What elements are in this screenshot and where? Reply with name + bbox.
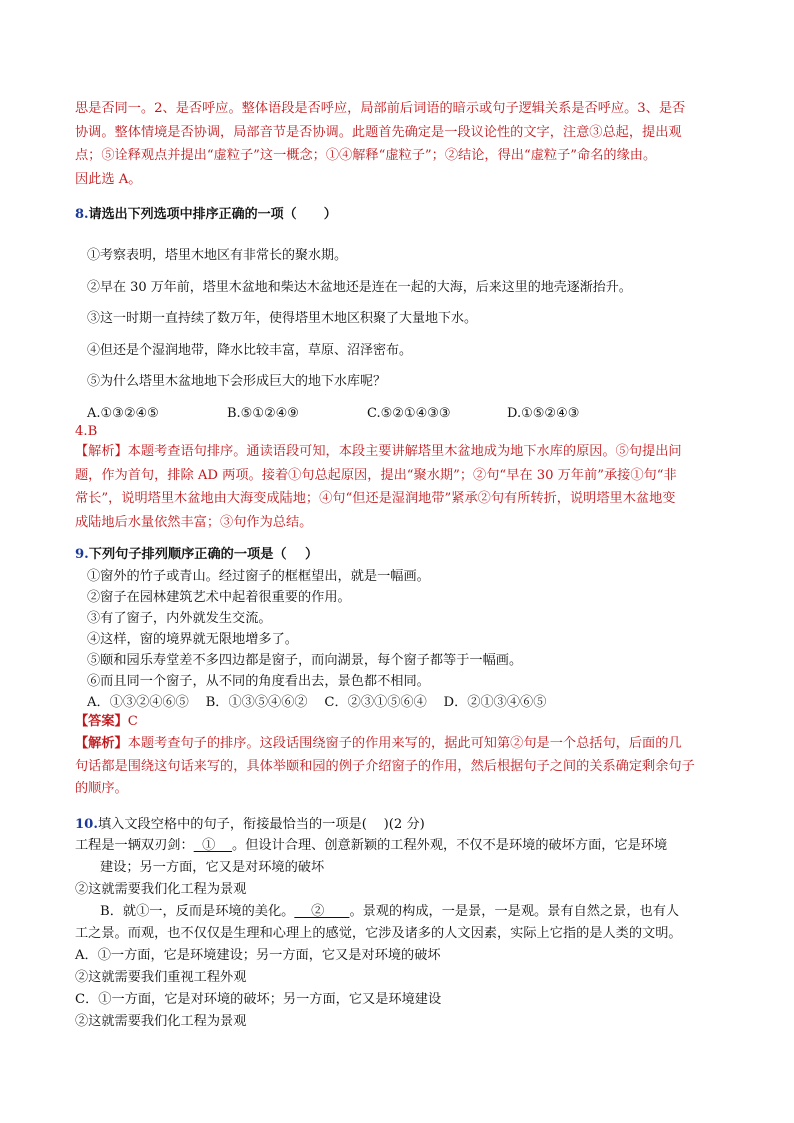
option-b: B.⑤①②④⑨ — [227, 405, 299, 421]
question-9-options: A．①③②④⑥⑤ B．①③⑤④⑥② C．②③①⑤⑥④ D．②①③④⑥⑤ — [87, 695, 547, 710]
answer-label: 【答案】 — [75, 714, 128, 729]
question-9-number: 9. — [75, 547, 89, 562]
question-8-analysis-line: 常长”，说明塔里木盆地由大海变成陆地；④句“但还是湿润地带”紧承②句有所转折，说明塔里木盆地变 — [75, 491, 676, 506]
option-d: D.①⑤②④③ — [507, 405, 580, 421]
question-10-line: ②这就需要我们重视工程外观 — [75, 970, 247, 985]
question-9-analysis-line — [75, 733, 735, 756]
option-a: A.①③②④⑤ — [87, 405, 159, 421]
question-8-answer: 4.B — [75, 424, 98, 439]
passage-text: 。但设计合理、创意新颖的工程外观，不仅不是环境的破坏方面，它是环境 — [232, 838, 668, 853]
question-9-sentence: ⑤颐和园乐寿堂差不多四边都是窗子，而向湖景，每个窗子都等于一幅画。 — [87, 653, 523, 668]
question-9-sentence: ①窗外的竹子或青山。经过窗子的框框望出，就是一幅画。 — [87, 569, 430, 584]
question-8-stem-text: 请选出下列选项中排序正确的一项（ ） — [88, 207, 337, 222]
prev-analysis-line: 思是否同一。2、是否呼应。整体语段是否呼应，局部前后词语的暗示或句子逻辑关系是否呼应。3、是否 — [75, 101, 686, 116]
question-10-line — [75, 901, 735, 923]
answer-value: C — [127, 714, 138, 729]
passage-text: B．就①一，反而是环境的美化。 — [100, 904, 295, 919]
blank-1: ① — [193, 838, 233, 853]
question-10-line — [75, 835, 735, 857]
question-9-sentences — [87, 566, 747, 713]
question-9-sentence: ⑥而且同一个窗子，从不同的角度看出去，景色都不相同。 — [87, 674, 430, 689]
question-8-sentence: ②早在 30 万年前，塔里木盆地和柴达木盆地还是连在一起的大海，后来这里的地壳逐渐抬升。 — [87, 279, 632, 295]
blank-2: ② — [294, 904, 350, 919]
question-9-sentence: ③有了窗子，内外就发生交流。 — [87, 611, 272, 626]
question-8-sentences — [87, 240, 747, 429]
question-9-analysis-line: 的顺序。 — [75, 781, 128, 796]
question-8-sentence: ③这一时期一直持续了数万年，使得塔里木地区积聚了大量地下水。 — [87, 311, 478, 326]
question-9-stem — [75, 545, 735, 566]
question-10-line: 工之景。而观，也不仅仅是生理和心理上的感觉，它涉及诸多的人文因素，实际上它指的是人类的文明。 — [75, 926, 682, 941]
question-8-analysis-line: 成陆地后水量依然丰富；③句作为总结。 — [75, 514, 313, 530]
question-9-answer — [75, 711, 735, 733]
question-10-line: 建设；另一方面，它又是对环境的破坏 — [100, 860, 325, 875]
option-c: C.⑤②①④③③ — [367, 405, 451, 421]
analysis-text: 本题考查句子的排序。这段话围绕窗子的作用来写的，据此可知第②句是一个总括句，后面的几 — [127, 736, 682, 751]
question-10-line: ②这就需要我们化工程为景观 — [75, 882, 247, 897]
prev-analysis-line: 点；⑤诠释观点并提出“虚粒子”这一概念；①④解释“虚粒子”；②结论，得出“虚粒子”命名的缘由。 — [75, 148, 657, 163]
question-8-answer-block — [75, 424, 735, 440]
question-8-sentence: ①考察表明，塔里木地区有非常长的聚水期。 — [87, 248, 348, 263]
question-10 — [75, 814, 735, 1033]
prev-analysis-line: 协调。整体情境是否协调，局部音节是否协调。此题首先确定是一段议论性的文字，注意③总起，提出观 — [75, 124, 682, 140]
prev-analysis-line: 因此选 A。 — [75, 171, 142, 187]
question-8-stem — [75, 206, 735, 224]
question-9-sentence: ④这样，窗的境界就无限地增多了。 — [87, 632, 298, 647]
question-8-analysis — [75, 440, 735, 534]
question-9 — [75, 545, 735, 566]
question-10-stem-text: 填入文段空格中的句子，衔接最恰当的一项是( )(2 分) — [97, 817, 425, 832]
prev-analysis — [75, 97, 735, 191]
analysis-label: 【解析】 — [75, 736, 128, 751]
question-10-line: ②这就需要我们化工程为景观 — [75, 1014, 247, 1029]
question-9-stem-text: 下列句子排列顺序正确的一项是（ ） — [88, 547, 319, 562]
question-8-number: 8. — [75, 207, 89, 222]
question-8-sentence: ④但还是个湿润地带，降水比较丰富，草原、沼泽密布。 — [87, 342, 413, 358]
question-9-analysis-line: 句话都是围绕这句话来写的，具体举颐和园的例子介绍窗子的作用，然后根据句子之间的关系确定剩余句子 — [75, 758, 695, 774]
question-10-stem — [75, 814, 735, 835]
question-8 — [75, 206, 735, 224]
question-10-line: C．①一方面，它是对环境的破坏；另一方面，它又是环境建设 — [75, 992, 442, 1007]
question-10-number: 10. — [75, 817, 98, 832]
question-8-sentence: ⑤为什么塔里木盆地地下会形成巨大的地下水库呢？ — [87, 374, 387, 389]
question-8-analysis-line: 【解析】本题考查语句排序。通读语段可知，本段主要讲解塔里木盆地成为地下水库的原因。⑤句提出问 — [75, 444, 682, 459]
passage-text: 。景观的构成，一是景，一是观。景有自然之景，也有人 — [349, 904, 680, 919]
question-10-line: A．①一方面，它是环境建设；另一方面，它又是对环境的破坏 — [75, 948, 441, 963]
question-9-analysis — [75, 733, 735, 801]
question-9-answer-block — [75, 711, 735, 733]
question-9-sentence: ②窗子在园林建筑艺术中起着很重要的作用。 — [87, 590, 351, 605]
question-8-analysis-line: 题，作为首句，排除 AD 两项。接着①句总起原因，提出“聚水期”；②句“早在 30 万年前”承接①句“非 — [75, 467, 677, 483]
passage-text: 工程是一辆双刃剑： — [75, 838, 194, 853]
